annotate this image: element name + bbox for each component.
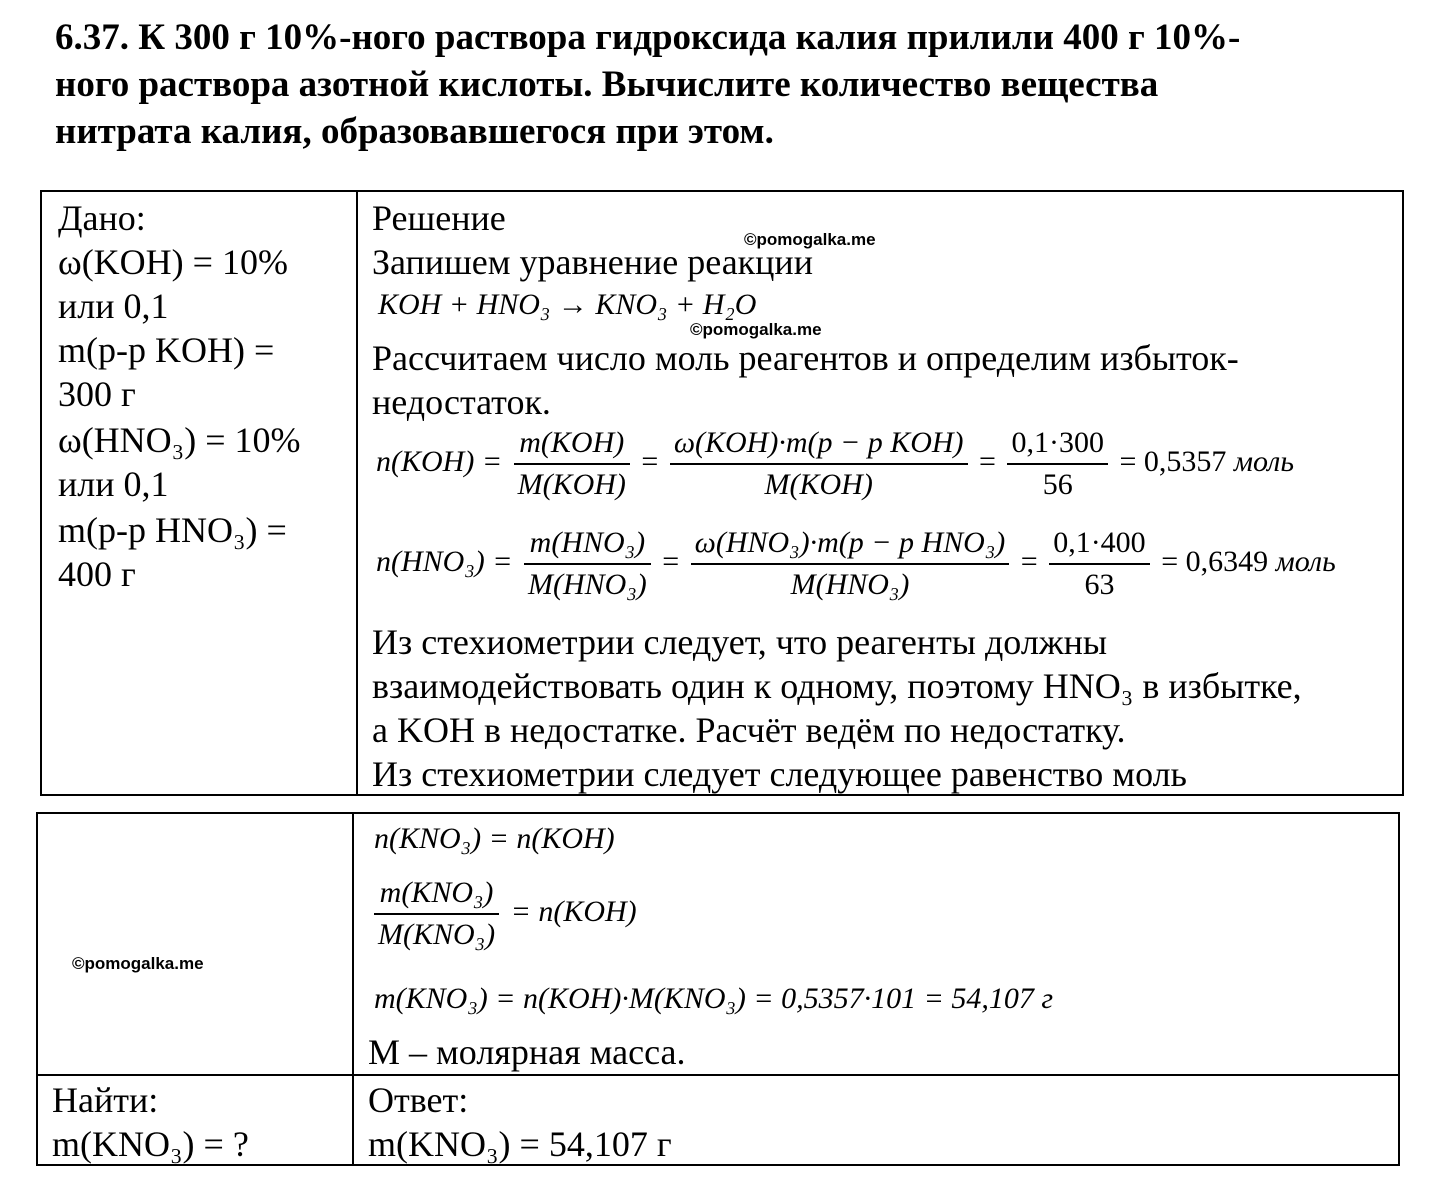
formula-n-koh: n(KOH) = $\frac{\text{m(KOH)}}{\text{M(KOH)}}$ = $\frac{\text{ω(KOH)·m(p − p KOH)}}{\text{M(KOH)}}$ = $\frac{0,1\cdot 300}{56}$ = 0,5357 моль	[376, 426, 1295, 501]
solution-step-reaction-label: Запишем уравнение реакции	[372, 242, 813, 282]
solution-table-bottom	[36, 812, 1400, 1166]
reaction-equation: KOH + HNO₃ → KNO₃ + H₂O	[378, 288, 757, 321]
answer-header: Ответ:	[368, 1080, 469, 1120]
watermark: ©pomogalka.me	[744, 230, 876, 249]
formula-n-hno3: n(HNO₃) = $\frac{\text{m(HNO₃)}}{\text{M(HNO₃)}}$ = $\frac{\text{ω(HNO₃)·m(p − p HNO₃)}}{\text{M(HNO₃)}}$ = $\frac{0,1\cdot 400}{63}$ = 0,6349 моль	[376, 526, 1336, 601]
given-header: Дано:	[58, 198, 146, 238]
find-value: m(KNO₃) = ?	[52, 1124, 249, 1164]
column-divider	[352, 814, 354, 1164]
problem-line-3: нитрата калия, образовавшегося при этом.	[55, 111, 774, 152]
equation-n-kno3: n(KNO₃) = n(KOH)	[374, 822, 615, 855]
given-line: или 0,1	[58, 286, 169, 326]
row-divider	[38, 1074, 1398, 1076]
equation-ratio: $\frac{\text{m(KNO₃)}}{\text{M(KNO₃)}}$ = n(KOH)	[370, 876, 637, 952]
find-header: Найти:	[52, 1080, 159, 1120]
given-line: ω(HNO₃) = 10%	[58, 420, 301, 460]
given-line: 400 г	[58, 554, 136, 594]
problem-line-2: ного раствора азотной кислоты. Вычислите количество вещества	[55, 64, 1159, 105]
given-line: ω(KOH) = 10%	[58, 242, 288, 282]
given-line: или 0,1	[58, 464, 169, 504]
molar-mass-note: M – молярная масса.	[368, 1032, 686, 1072]
solution-table-top	[40, 190, 1404, 796]
watermark: ©pomogalka.me	[690, 320, 822, 339]
solution-header: Решение	[372, 198, 506, 238]
stoichiometry-text: а KOH в недостатке. Расчёт ведём по недостатку.	[372, 710, 1126, 750]
problem-line-1: 6.37. К 300 г 10%-ного раствора гидроксида калия прилили 400 г 10%-	[55, 17, 1241, 58]
problem-statement	[55, 14, 1415, 155]
watermark: ©pomogalka.me	[72, 954, 204, 973]
column-divider	[356, 192, 358, 794]
equation-mass: m(KNO₃) = n(KOH)·M(KNO₃) = 0,5357·101 = 54,107 г	[374, 982, 1054, 1015]
given-line: m(р-р HNO₃) =	[58, 510, 287, 550]
stoichiometry-text: Из стехиометрии следует следующее равенство моль	[372, 754, 1187, 794]
stoichiometry-text: Из стехиометрии следует, что реагенты должны	[372, 622, 1108, 662]
given-line: 300 г	[58, 374, 136, 414]
given-line: m(р-р KOH) =	[58, 330, 275, 370]
solution-step-moles: Рассчитаем число моль реагентов и определим избыток-	[372, 338, 1239, 378]
answer-value: m(KNO₃) = 54,107 г	[368, 1124, 672, 1164]
stoichiometry-text: взаимодействовать один к одному, поэтому HNO₃ в избытке,	[372, 666, 1302, 706]
solution-step-moles-cont: недостаток.	[372, 382, 551, 422]
